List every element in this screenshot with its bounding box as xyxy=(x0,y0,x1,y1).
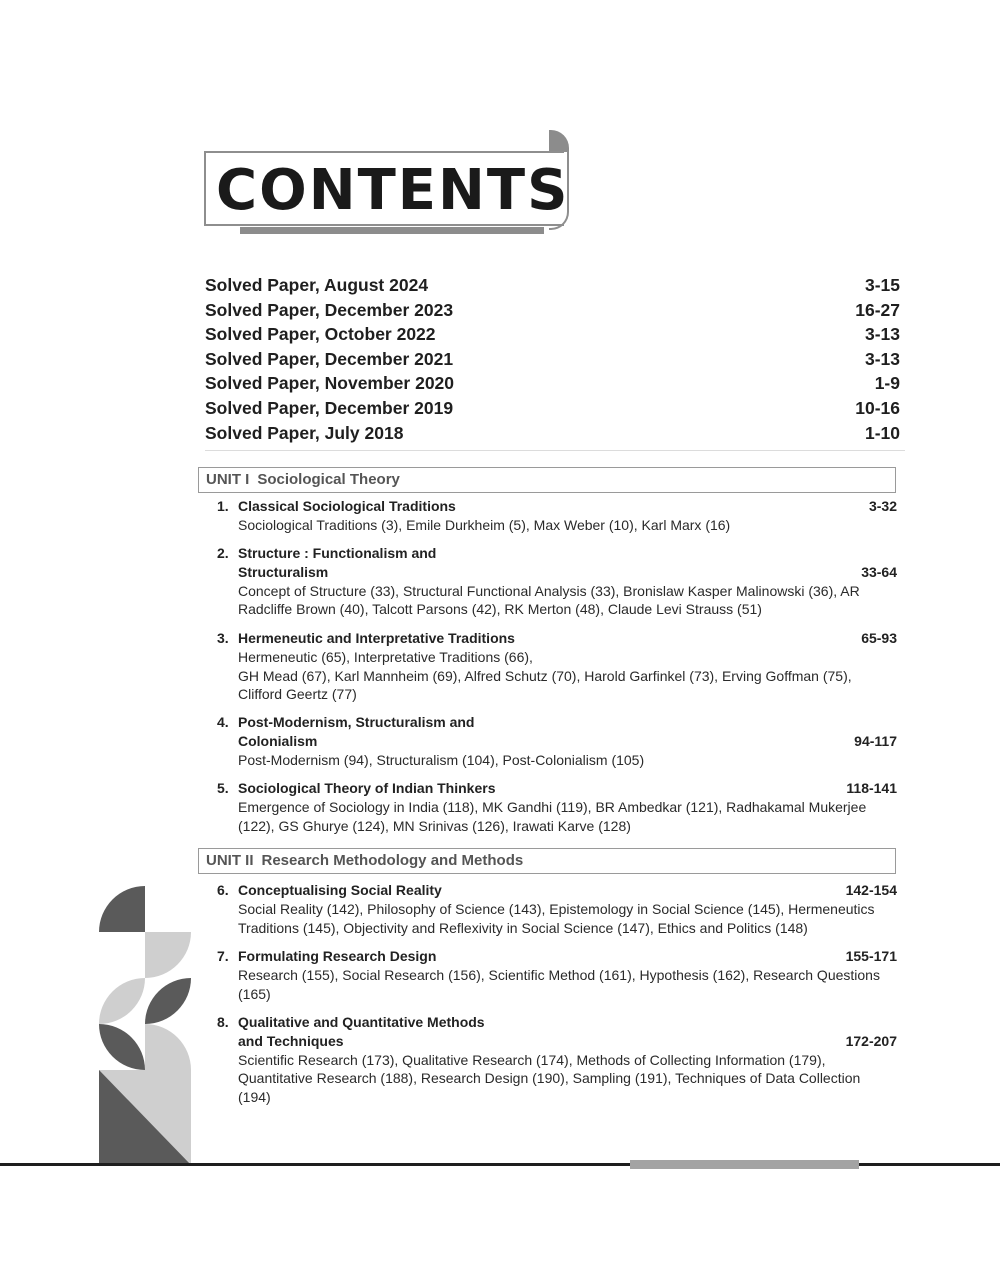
unit-number: UNIT I xyxy=(206,471,250,488)
chapter-entry[interactable] xyxy=(217,881,897,937)
chapter-topics: Research (155), Social Research (156), Scientific Method (161), Hypothesis (162), Research Questions (165) xyxy=(238,966,880,1002)
solved-paper-entry[interactable] xyxy=(205,298,900,323)
solved-paper-entry[interactable] xyxy=(205,396,900,421)
solved-paper-pages: 3-13 xyxy=(864,324,900,345)
chapter-topics-line: GH Mead (67), Karl Mannheim (69), Alfred Schutz (70), Harold Garfinkel (73), Erving Goffman (75), xyxy=(238,667,852,684)
solved-paper-entry[interactable] xyxy=(205,347,900,372)
contents-banner xyxy=(204,130,574,240)
chapter-entry[interactable] xyxy=(217,629,897,704)
chapter-topics-line: Scientific Research (173), Qualitative Research (174), Methods of Collecting Information (179), xyxy=(238,1051,826,1068)
chapter-topics: Emergence of Sociology in India (118), MK Gandhi (119), BR Ambedkar (121), Radhakamal Mukerjee (122), GS Ghurye (124), MN Srinivas (126), Irawati Karve (128) xyxy=(238,798,867,834)
solved-papers-list xyxy=(205,273,900,445)
unit-header xyxy=(198,467,896,493)
unit-title: Research Methodology and Methods xyxy=(261,852,524,869)
chapter-title: Sociological Theory of Indian Thinkers xyxy=(238,780,496,796)
solved-paper-label: Solved Paper, October 2022 xyxy=(205,324,436,345)
chapter-title: Structure : Functionalism and xyxy=(238,545,437,561)
chapter-title-continued: and Techniques xyxy=(238,1032,344,1049)
chapter-number: 5. xyxy=(217,780,229,796)
solved-paper-entry[interactable] xyxy=(205,322,900,347)
chapter-title-continued: Structuralism xyxy=(238,563,329,580)
solved-paper-label: Solved Paper, December 2019 xyxy=(205,397,454,418)
chapter-number: 8. xyxy=(217,1014,229,1030)
solved-paper-pages: 10-16 xyxy=(855,397,900,418)
chapter-entry[interactable] xyxy=(217,713,897,769)
footer-accent-bar xyxy=(630,1160,859,1169)
chapter-entry[interactable] xyxy=(217,779,897,835)
chapter-title: Formulating Research Design xyxy=(238,948,437,964)
chapter-entry[interactable] xyxy=(217,544,897,619)
unit-number: UNIT II xyxy=(206,852,254,869)
chapter-title: Post-Modernism, Structuralism and xyxy=(238,714,475,730)
chapter-title: Classical Sociological Traditions xyxy=(238,498,456,514)
chapter-number: 6. xyxy=(217,882,229,898)
solved-paper-pages: 16-27 xyxy=(855,299,900,320)
solved-paper-pages: 1-10 xyxy=(864,422,900,443)
chapter-topics-line: (194) xyxy=(238,1089,271,1106)
chapter-pages: 33-64 xyxy=(861,563,897,580)
solved-paper-label: Solved Paper, July 2018 xyxy=(205,422,404,443)
chapter-topics-line: Clifford Geertz (77) xyxy=(238,686,357,703)
chapter-topics: Sociological Traditions (3), Emile Durkheim (5), Max Weber (10), Karl Marx (16) xyxy=(238,516,731,533)
chapter-entry[interactable] xyxy=(217,1013,897,1107)
chapter-title-continued: Colonialism xyxy=(238,732,318,749)
chapter-title: Qualitative and Quantitative Methods xyxy=(238,1014,485,1030)
solved-paper-pages: 1-9 xyxy=(874,373,900,394)
unit-header xyxy=(198,848,896,874)
chapter-pages: 65-93 xyxy=(861,630,897,646)
chapter-number: 1. xyxy=(217,498,229,514)
solved-paper-entry[interactable] xyxy=(205,273,900,298)
solved-paper-entry[interactable] xyxy=(205,421,900,446)
solved-paper-label: Solved Paper, December 2021 xyxy=(205,348,454,369)
chapter-topics: Post-Modernism (94), Structuralism (104), Post-Colonialism (105) xyxy=(238,751,645,768)
unit-title: Sociological Theory xyxy=(257,471,400,488)
chapter-title: Conceptualising Social Reality xyxy=(238,882,442,898)
solved-paper-label: Solved Paper, December 2023 xyxy=(205,299,454,320)
chapter-pages: 155-171 xyxy=(845,948,897,964)
chapter-pages: 142-154 xyxy=(845,882,897,898)
banner-curl-tab xyxy=(549,130,569,152)
solved-paper-label: Solved Paper, August 2024 xyxy=(205,275,429,295)
banner-underline xyxy=(240,227,544,234)
solved-paper-label: Solved Paper, November 2020 xyxy=(205,373,455,394)
solved-paper-pages: 3-13 xyxy=(864,348,900,369)
chapter-topics: Concept of Structure (33), Structural Functional Analysis (33), Bronislaw Kasper Malinowski (36), AR Radcliffe Brown (40), Talcott Parsons (42), RK Merton (48), Claude Levi Strauss (51) xyxy=(238,582,860,618)
chapter-number: 3. xyxy=(217,630,229,646)
decorative-geometric-shapes xyxy=(0,0,200,1170)
chapter-title: Hermeneutic and Interpretative Traditions xyxy=(238,630,515,646)
chapter-entry[interactable] xyxy=(217,497,897,535)
chapter-pages: 172-207 xyxy=(845,1032,897,1049)
chapter-topics-line: Hermeneutic (65), Interpretative Traditions (66), xyxy=(238,648,533,665)
section-divider xyxy=(205,450,905,451)
solved-paper-pages: 3-15 xyxy=(864,275,900,295)
solved-paper-entry[interactable] xyxy=(205,371,900,396)
chapter-number: 2. xyxy=(217,545,229,561)
chapter-topics: Social Reality (142), Philosophy of Science (143), Epistemology in Social Science (145), Hermeneutics Traditions (145), Objectivity and Reflexivity in Social Science (147), Ethics and Politics (148) xyxy=(238,900,875,936)
chapter-entry[interactable] xyxy=(217,947,897,1003)
chapter-pages: 94-117 xyxy=(854,732,897,749)
page-title: CONTENTS xyxy=(216,158,570,223)
chapter-number: 7. xyxy=(217,948,229,964)
chapter-pages: 3-32 xyxy=(868,498,897,514)
chapter-pages: 118-141 xyxy=(846,780,897,796)
chapter-topics-line: Quantitative Research (188), Research Design (190), Sampling (191), Techniques of Data Collection xyxy=(238,1070,861,1087)
chapter-number: 4. xyxy=(217,714,229,730)
